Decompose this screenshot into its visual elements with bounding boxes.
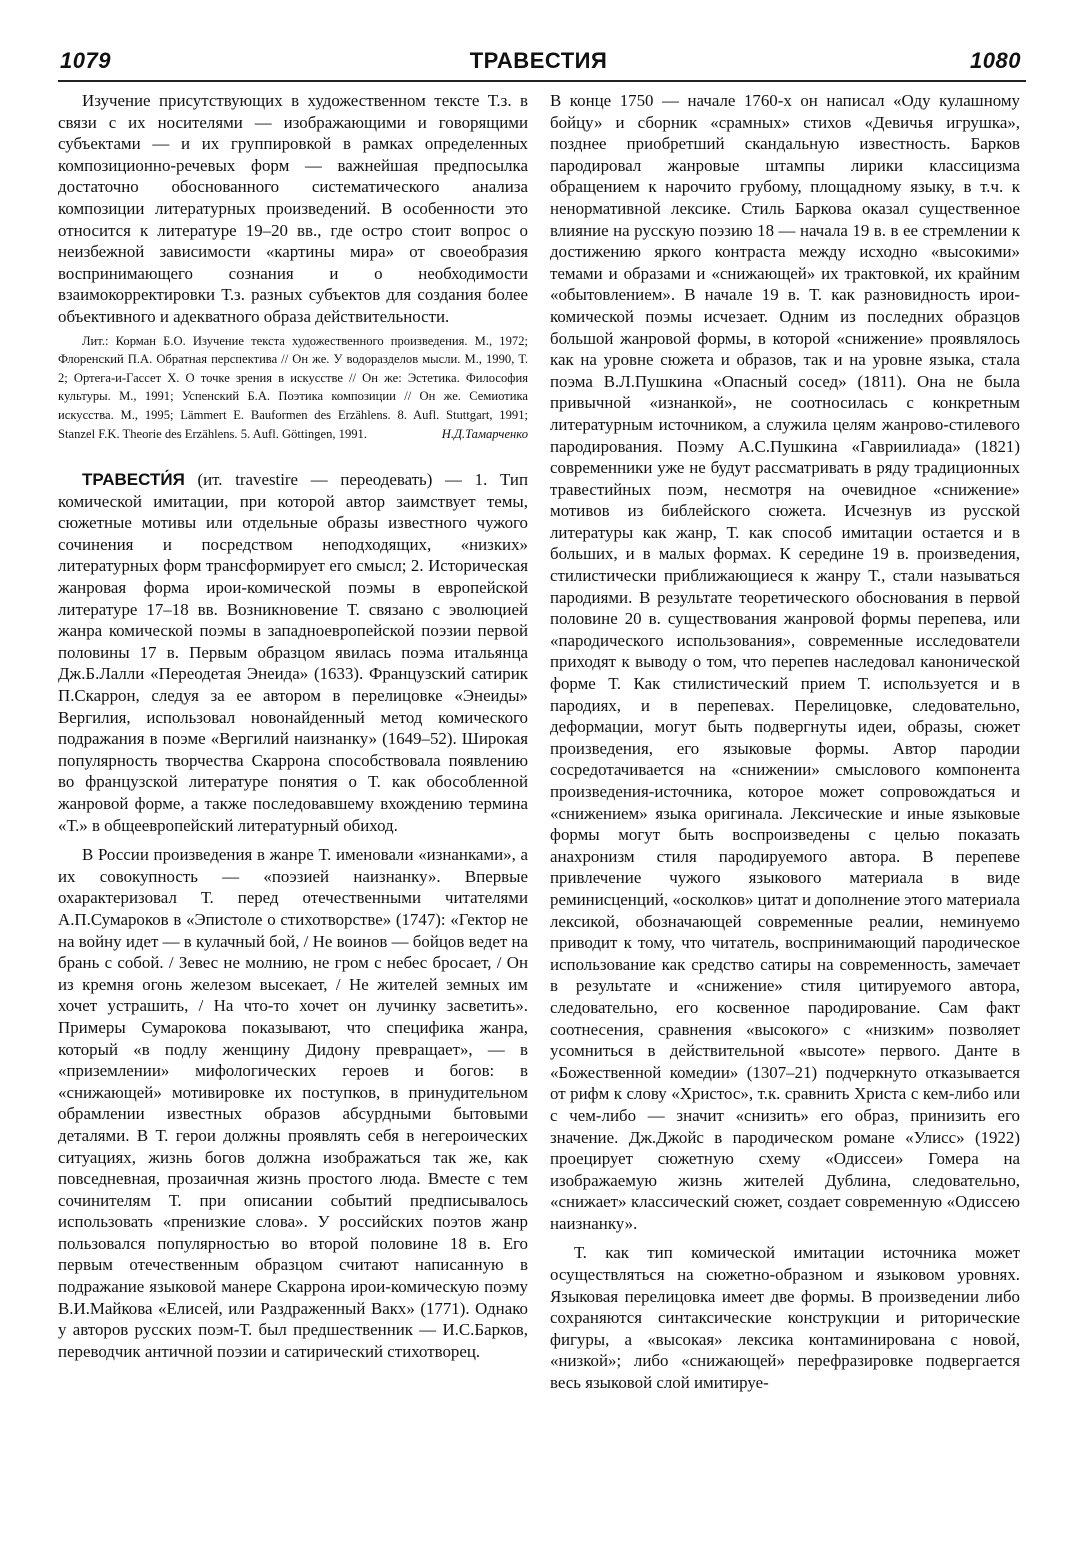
running-title: ТРАВЕСТИЯ bbox=[469, 48, 608, 73]
continuation-paragraph: В конце 1750 — начале 1760-х он написал «Оду кулашному бойцу» и сборник «срамных» стихов «Девичья игрушка», позднее приобретший скандальную известность. Барков пародировал жанровые штампы лирики классицизма обращением к нарочито грубому, площадному языку, в т.ч. к ненормативной лексике. Стиль Баркова оказал существенное влияние на русскую поэзию 18 — начала 19 в. в ее стремлении к достижению яркого контраста между исходно «высокими» темами и образами и «снижающей» их трактовкой, их крайним «обытовлением». В начале 19 в. Т. как разновидность ирои-комической поэмы исчезает. Одним из последних образцов большой жанровой формы, в которой «снижение» проявлялось как на уровне сюжета и образов, так и на уровне языка, стала поэма В.Л.Пушкина «Опасный сосед» (1811). Она не была привычной «изнанкой», не соотносилась с конкретным литературным источником, а служила целям жанрово-стилевого пародирования. Поэму А.С.Пушкина «Гавриилиада» (1821) современники уже не будут рассматривать в ряду традиционных травестийных поэм, несмотря на очевидное «снижение» мотивов из библейского сюжета. Исчезнув из русской литературы как жанр, Т. как способ имитации остается и в больших, и в малых формах. К середине 19 в. произведения, стилистически приближающиеся к жанру Т., стали называться пародиями. В результате теоретического обоснования в первой половине 20 в. существования жанровой формы перепева, или «пародического использования», современные исследователи приходят к выводу о том, что перепев наследовал канонической форме Т. Как стилистический прием Т. используется и в пародиях, и в перепевах. Перелицовке, следовательно, деформации, могут быть подвергнуты идеи, образы, сюжет произведения, его языковые формы. Автор пародии сосредотачивается на «снижении» смыслового компонента произведения-источника, которое может сопровождаться и «снижением» языка оригинала. Лексические и иные языковые формы могут быть воспроизведены с целью показать анахронизм стиля пародируемого автора. В перепеве привлечение чужого языкового материала в виде реминисценций, «осколков» цитат и дополнение этого материала лексикой, обозначающей современные реалии, неминуемо приводит к тому, что читатель, воспринимающий пародическое использование как средство сатиры на современность, замечает в результате и «снижение» стиля цитируемого автора, следовательно, его косвенное пародирование. Сам факт соотнесения, сравнения «высокого» с «низким» позволяет усомниться в действительной «высоте» первого. Данте в «Божественной комедии» (1307–21) подчеркнуто отказывается от рифм к слову «Христос», т.к. сравнить Христа с кем-либо или с чем-либо — значит «снизить» его образ, принизить его значение. Дж.Джойс в пародическом романе «Улисс» (1922) проецирует сюжетную схему «Одиссеи» Гомера на изображаемую жизнь жителей Дублина, следовательно, «снижает» классический сюжет, создает современную «Одиссею наизнанку». bbox=[550, 91, 1020, 1233]
page-number-right: 1080 bbox=[970, 48, 1021, 73]
right-column bbox=[550, 90, 1020, 1535]
entry-text: (ит. travestire — переодевать) — 1. Тип комической имитации, при которой автор заимствует темы, сюжетные мотивы или отдельные образы известного чужого сочинения и посредством неподходящих, «низких» литературных форм трансформирует его смысл; 2. Историческая жанровая форма ирои-комической поэмы в европейской литературе 17–18 вв. Возникновение Т. связано с эволюцией жанра комической поэмы в западноевропейской поэзии первой половины 17 в. Первым образцом явилась поэма итальянца Дж.Б.Лалли «Переодетая Энеида» (1633). Французский сатирик П.Скаррон, следуя за ее автором в перелицовке «Энеиды» Вергилия, использовал новонайденный метод комического подражания в поэме «Вергилий наизнанку» (1649–52). Широкая популярность творчества Скаррона способствовала появлению во французской литературе понятия о Т. как обособленной жанровой форме, а также последовавшему вхождению термина «Т.» в общеевропейский литературный обиход. bbox=[58, 470, 528, 835]
page-header bbox=[0, 0, 1077, 84]
entry-definition bbox=[58, 469, 528, 836]
entry-separator bbox=[58, 443, 528, 469]
left-column bbox=[58, 90, 528, 1535]
author-signature: Н.Д.Тамарченко bbox=[441, 426, 528, 441]
header-rule bbox=[58, 80, 1026, 82]
literature-text: Лит.: Корман Б.О. Изучение текста художественного произведения. М., 1972; Флоренский П.А. Обратная перспектива // Он же. У водоразделов мысли. М., 1990, Т. 2; Ортега-и-Гассет Х. О точке зрения в искусстве // Он же: Эстетика. Философия культуры. М., 1991; Успенский Б.А. Поэтика композиции // Он же. Семиотика искусства. М., 1995; Lämmert E. Bauformen des Erzählens. 8. Aufl. Stuttgart, 1991; Stanzel F.K. Theorie des Erzählens. 5. Aufl. Göttingen, 1991. bbox=[58, 333, 528, 441]
literature-list bbox=[58, 332, 528, 444]
intro-paragraph: Изучение присутствующих в художественном тексте Т.з. в связи с их носителями — изображающими и говорящими субъектами — и их группировкой в рамках определенных композиционно-речевых форм — важнейшая предпосылка достаточно обоснованного систематического анализа композиции литературных произведений. В особенности это относится к литературе 19–20 вв., где остро стоит вопрос о неизбежной зависимости «картины мира» от своеобразия воспринимающего сознания и о необходимости взаимокорректировки Т.з. разных субъектов для создания более объективного и адекватного образа действительности. bbox=[58, 91, 528, 326]
entry-term: ТРАВЕСТИ́Я bbox=[82, 470, 185, 490]
russia-paragraph: В России произведения в жанре Т. именовали «изнанками», а их совокупность — «поэзией наизнанку». Впервые охарактеризовал Т. перед отечественными читателями А.П.Сумароков в «Эпистоле о стихотворстве» (1747): «Гектор не на войну идет — в кулачный бой, / Не воинов — бойцов ведет на брань с собой. / Зевес не молнию, не гром с небес бросает, / Он из кремня огонь железом высекает, / Не жителей земных им хочет устрашить, / На что-то хочет он лучинку засветить». Примеры Сумарокова показывают, что специфика жанра, который «в подлу женщину Дидону превращает», — в «приземлении» мифологических героев и богов: в «снижающей» мотивировке их поступков, в принудительном обрамлении известных образов абсурдными бытовыми деталями. В Т. герои должны проявлять себя в негероических ситуациях, жизнь богов должна изображаться так же, как повседневная, прозаичная жизнь простого люда. Вместе с тем сочинителям Т. при описании событий предписывалось использовать «пренизкие слова». У российских поэтов жанр пользовался популярностью во второй половине 18 в. Его первым отечественным образцом считают написанную в подражание языковой манере Скаррона ирои-комическую поэму В.И.Майкова «Елисей, или Раздраженный Вакх» (1771). Однако у авторов русских поэм-Т. был предшественник — И.С.Барков, переводчик античной поэзии и сатирический стихотворец. bbox=[58, 845, 528, 1361]
page-number-left: 1079 bbox=[60, 48, 111, 73]
last-paragraph: Т. как тип комической имитации источника может осуществляться на сюжетно-образном и языковом уровнях. Языковая перелицовка имеет две формы. В произведении либо сохраняются синтаксические конструкции и риторические фигуры, а «высокая» лексика контаминирована с новой, «низкой»; либо «снижающей» перефразировке подвергается весь языковой слой имитируе- bbox=[550, 1243, 1020, 1393]
